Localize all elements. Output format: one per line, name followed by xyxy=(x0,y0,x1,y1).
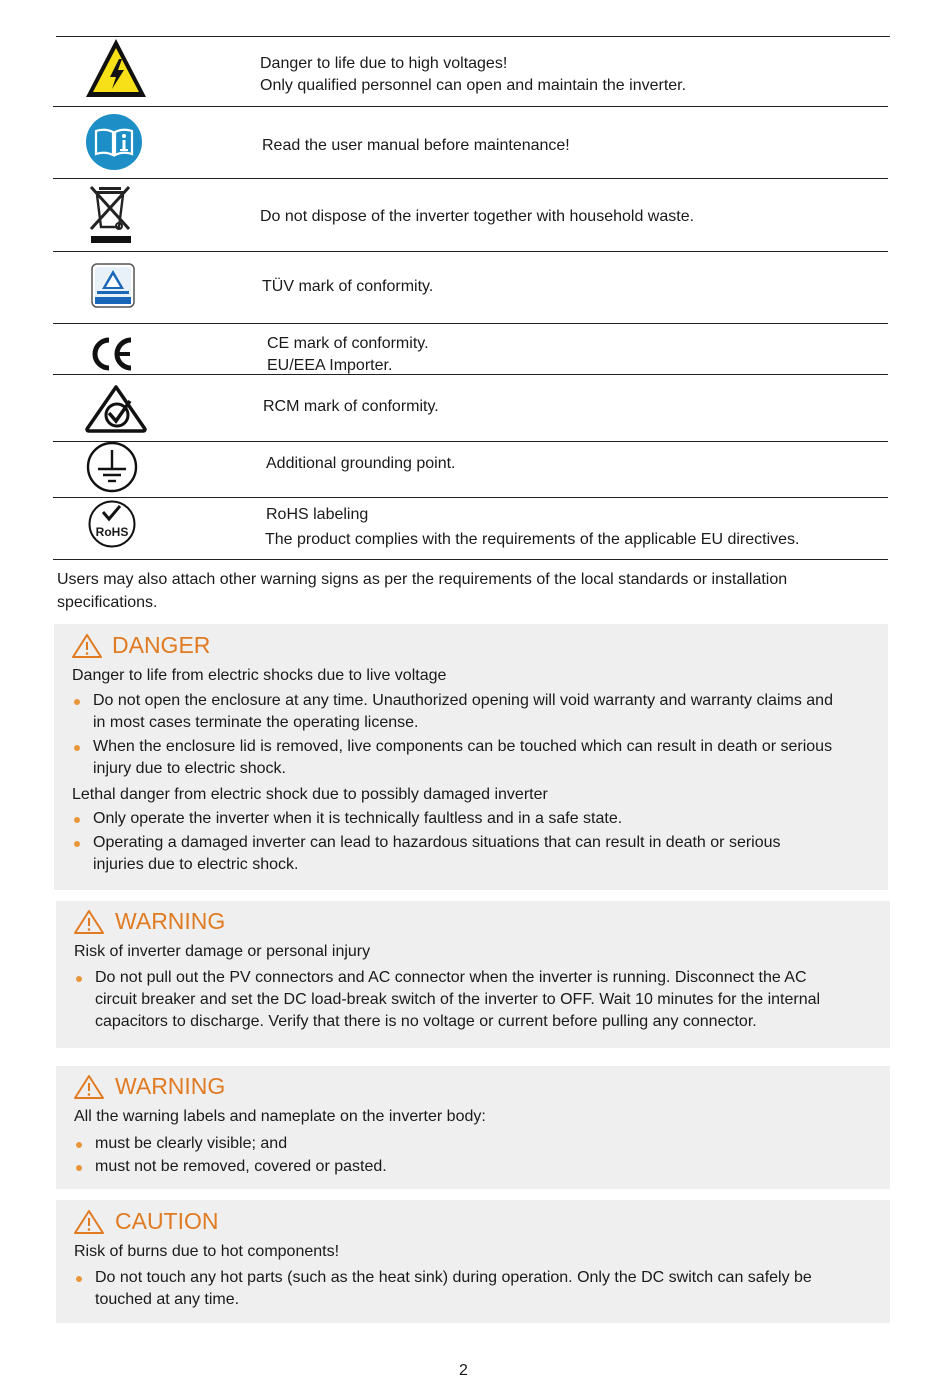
symbol-text-ce-1: CE mark of conformity. xyxy=(267,335,429,352)
warning2-b2: must not be removed, covered or pasted. xyxy=(95,1158,387,1175)
warning-triangle-icon xyxy=(73,1074,105,1100)
rohs-icon-text: RoHS xyxy=(95,525,129,539)
warning2-b1: must be clearly visible; and xyxy=(95,1135,288,1152)
danger-b4-2: injuries due to electric shock. xyxy=(93,856,299,873)
symbol-text-ground: Additional grounding point. xyxy=(266,455,456,472)
symbol-text-voltage-1: Danger to life due to high voltages! xyxy=(260,55,508,72)
ce-mark-icon xyxy=(89,336,135,372)
tuv-mark-icon xyxy=(91,263,137,309)
danger-b3-1: Only operate the inverter when it is technically faultless and in a safe state. xyxy=(93,810,623,827)
bullet xyxy=(74,699,80,705)
danger-subtitle-2: Lethal danger from electric shock due to possibly damaged inverter xyxy=(72,786,548,803)
warning1-b1-2: circuit breaker and set the DC load-break switch of the inverter to OFF. Wait 10 minutes for the internal xyxy=(95,991,821,1008)
symbol-text-tuv: TÜV mark of conformity. xyxy=(262,278,434,295)
danger-b2-1: When the enclosure lid is removed, live components can be touched which can result in death or serious xyxy=(93,738,833,755)
danger-title: DANGER xyxy=(112,632,211,658)
warning-triangle-icon xyxy=(73,909,105,935)
bullet xyxy=(76,1165,82,1171)
warning-box-1 xyxy=(56,901,890,1048)
warning1-b1-1: Do not pull out the PV connectors and AC connector when the inverter is running. Disconnect the AC xyxy=(95,969,807,986)
table-rule xyxy=(53,323,888,324)
caution-b1-2: touched at any time. xyxy=(95,1291,240,1308)
table-rule xyxy=(53,251,888,252)
table-rule xyxy=(53,497,888,498)
high-voltage-warning-icon xyxy=(84,37,148,99)
warning-triangle-icon xyxy=(71,633,103,659)
caution-title: CAUTION xyxy=(115,1208,219,1234)
table-rule xyxy=(53,559,888,560)
no-household-waste-icon xyxy=(88,183,134,245)
bullet xyxy=(74,745,80,751)
table-rule xyxy=(53,178,888,179)
warning1-subtitle: Risk of inverter damage or personal injury xyxy=(74,943,371,960)
warning1-b1-3: capacitors to discharge. Verify that there is no voltage or current before pulling any connector. xyxy=(95,1013,757,1030)
danger-b2-2: injury due to electric shock. xyxy=(93,760,286,777)
rcm-mark-icon xyxy=(84,384,148,434)
bullet xyxy=(74,817,80,823)
table-rule xyxy=(53,441,888,442)
danger-box xyxy=(54,624,888,890)
intro-line-2: specifications. xyxy=(57,594,158,611)
bullet xyxy=(76,976,82,982)
warning-title-2: WARNING xyxy=(115,1073,226,1099)
bullet xyxy=(76,1276,82,1282)
warning-title-1: WARNING xyxy=(115,908,226,934)
bullet xyxy=(76,1142,82,1148)
table-rule xyxy=(53,106,888,107)
danger-subtitle-1: Danger to life from electric shocks due to live voltage xyxy=(72,667,447,684)
symbol-text-ce-2: EU/EEA Importer. xyxy=(267,357,393,374)
danger-b4-1: Operating a damaged inverter can lead to hazardous situations that can result in death or serious xyxy=(93,834,781,851)
caution-subtitle: Risk of burns due to hot components! xyxy=(74,1243,340,1260)
symbol-text-waste: Do not dispose of the inverter together with household waste. xyxy=(260,208,695,225)
symbol-text-rcm: RCM mark of conformity. xyxy=(263,398,439,415)
rohs-icon xyxy=(88,500,136,548)
warning2-subtitle: All the warning labels and nameplate on the inverter body: xyxy=(74,1108,486,1125)
intro-line-1: Users may also attach other warning signs as per the requirements of the local standards or installation xyxy=(57,571,788,588)
read-manual-icon xyxy=(85,113,143,171)
page-number: 2 xyxy=(459,1362,468,1379)
caution-box xyxy=(56,1200,890,1323)
symbol-text-voltage-2: Only qualified personnel can open and maintain the inverter. xyxy=(260,77,687,94)
caution-b1-1: Do not touch any hot parts (such as the heat sink) during operation. Only the DC switch can safely be xyxy=(95,1269,812,1286)
table-rule xyxy=(53,374,888,375)
symbol-text-rohs-1: RoHS labeling xyxy=(266,506,369,523)
warning-box-2 xyxy=(56,1066,890,1189)
grounding-point-icon xyxy=(86,441,138,493)
symbol-text-manual: Read the user manual before maintenance! xyxy=(262,137,570,154)
danger-b1-1: Do not open the enclosure at any time. Unauthorized opening will void warranty and warranty claims and xyxy=(93,692,833,709)
warning-triangle-icon xyxy=(73,1209,105,1235)
symbol-text-rohs-2: The product complies with the requirements of the applicable EU directives. xyxy=(265,531,800,548)
bullet xyxy=(74,841,80,847)
table-rule xyxy=(56,36,890,37)
danger-b1-2: in most cases terminate the operating license. xyxy=(93,714,419,731)
